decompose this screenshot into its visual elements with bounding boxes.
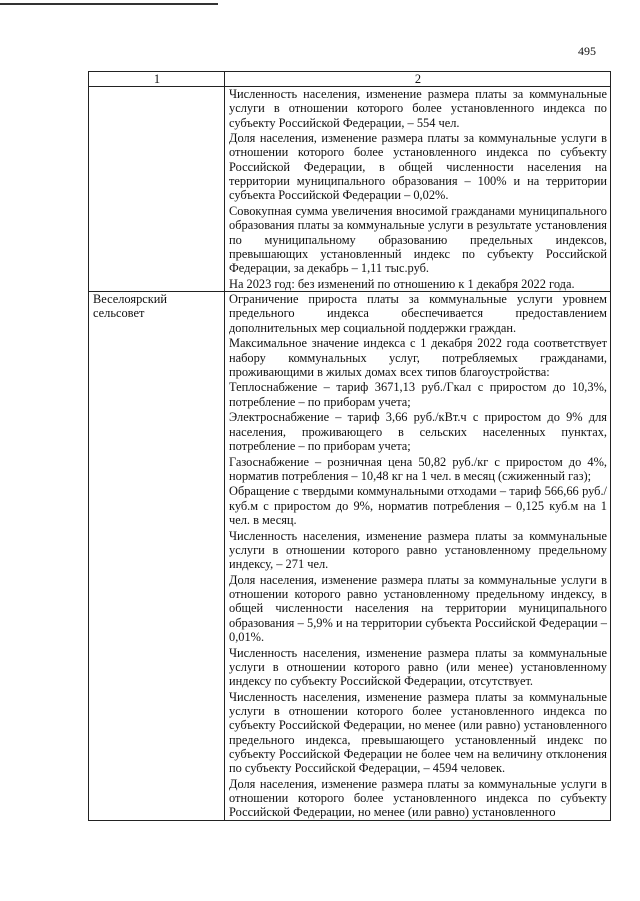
content-cell [225,87,611,292]
content-paragraph: Теплоснабжение – тариф 3671,13 руб./Гкал с приростом до 10,3%, потребление – по приборам учета; [229,380,607,409]
column-header-1: 1 [89,72,225,87]
content-paragraph: Доля населения, изменение размера платы за коммунальные услуги в отношении которого более установленного индекса по субъекту Российской Федерации, в общей численности населения на территории муниципального образования – 100% и на территории субъекта Российской Федерации – 0,02%. [229,131,607,203]
page-number: 495 [578,44,596,58]
content-paragraph: Максимальное значение индекса с 1 декабря 2022 года соответствует набору коммунальных услуг, потребляемых гражданами, проживающими в жилых домах всех типов благоустройства: [229,336,607,379]
content-paragraph: Ограничение прироста платы за коммунальные услуги уровнем предельного индекса обеспечивается предоставлением дополнительных мер социальной поддержки граждан. [229,292,607,335]
table-row [89,87,611,292]
table-row [89,292,611,821]
content-paragraph: На 2023 год: без изменений по отношению к 1 декабря 2022 года. [229,276,575,291]
top-edge-rule [0,3,218,5]
column-header-2: 2 [225,72,611,87]
content-paragraph: Численность населения, изменение размера платы за коммунальные услуги в отношении которого более установленного индекса по субъекту Российской Федерации, – 554 чел. [229,87,607,130]
content-paragraph: Газоснабжение – розничная цена 50,82 руб./кг с приростом до 4%, норматив потребления – 10,48 кг на 1 чел. в месяц (сжиженный газ); [229,454,607,483]
content-paragraph: Электроснабжение – тариф 3,66 руб./кВт.ч с приростом до 9% для населения, проживающего в сельских населенных пунктах, потребление – по приборам учета; [229,410,607,453]
content-paragraph: Численность населения, изменение размера платы за коммунальные услуги в отношении которого более установленного индекса по субъекту Российской Федерации, но менее (или равно) установленного предельного индекса, превышающего установленный индекс по субъекту Российской Федерации не более чем на величину отклонения по субъекту Российской Федерации, – 4594 человек. [229,689,607,776]
content-paragraph: Численность населения, изменение размера платы за коммунальные услуги в отношении которого равно (или менее) установленному индексу по субъекту Российской Федерации, отсутствует. [229,645,607,689]
table-header-row [89,72,611,87]
content-cell [225,292,611,821]
content-paragraph: Совокупная сумма увеличения вносимой гражданами муниципального образования платы за коммунальные услуги в результате установления по муниципальному образованию предельных индексов, превышающих установленный индекс по субъекту Российской Федерации, за декабрь – 1,11 тыс.руб. [229,203,607,276]
content-paragraph: Численность населения, изменение размера платы за коммунальные услуги в отношении которого равно установленному предельному индексу, – 271 чел. [229,528,607,572]
municipality-cell [89,87,225,292]
content-paragraph: Доля населения, изменение размера платы за коммунальные услуги в отношении которого равно установленному предельному индексу, в общей численности населения на территории муниципального образования – 5,9% и на территории субъекта Российской Федерации – 0,01%. [229,572,607,644]
content-paragraph: Доля населения, изменение размера платы за коммунальные услуги в отношении которого более установленного индекса по субъекту Российской Федерации, но менее (или равно) установленного [229,776,607,820]
content-paragraph: Обращение с твердыми коммунальными отходами – тариф 566,66 руб./куб.м с приростом до 9%, норматив потребления – 0,125 куб.м на 1 чел. в месяц. [229,484,607,527]
document-table [88,71,611,821]
municipality-cell: Веселоярский сельсовет [89,292,225,821]
